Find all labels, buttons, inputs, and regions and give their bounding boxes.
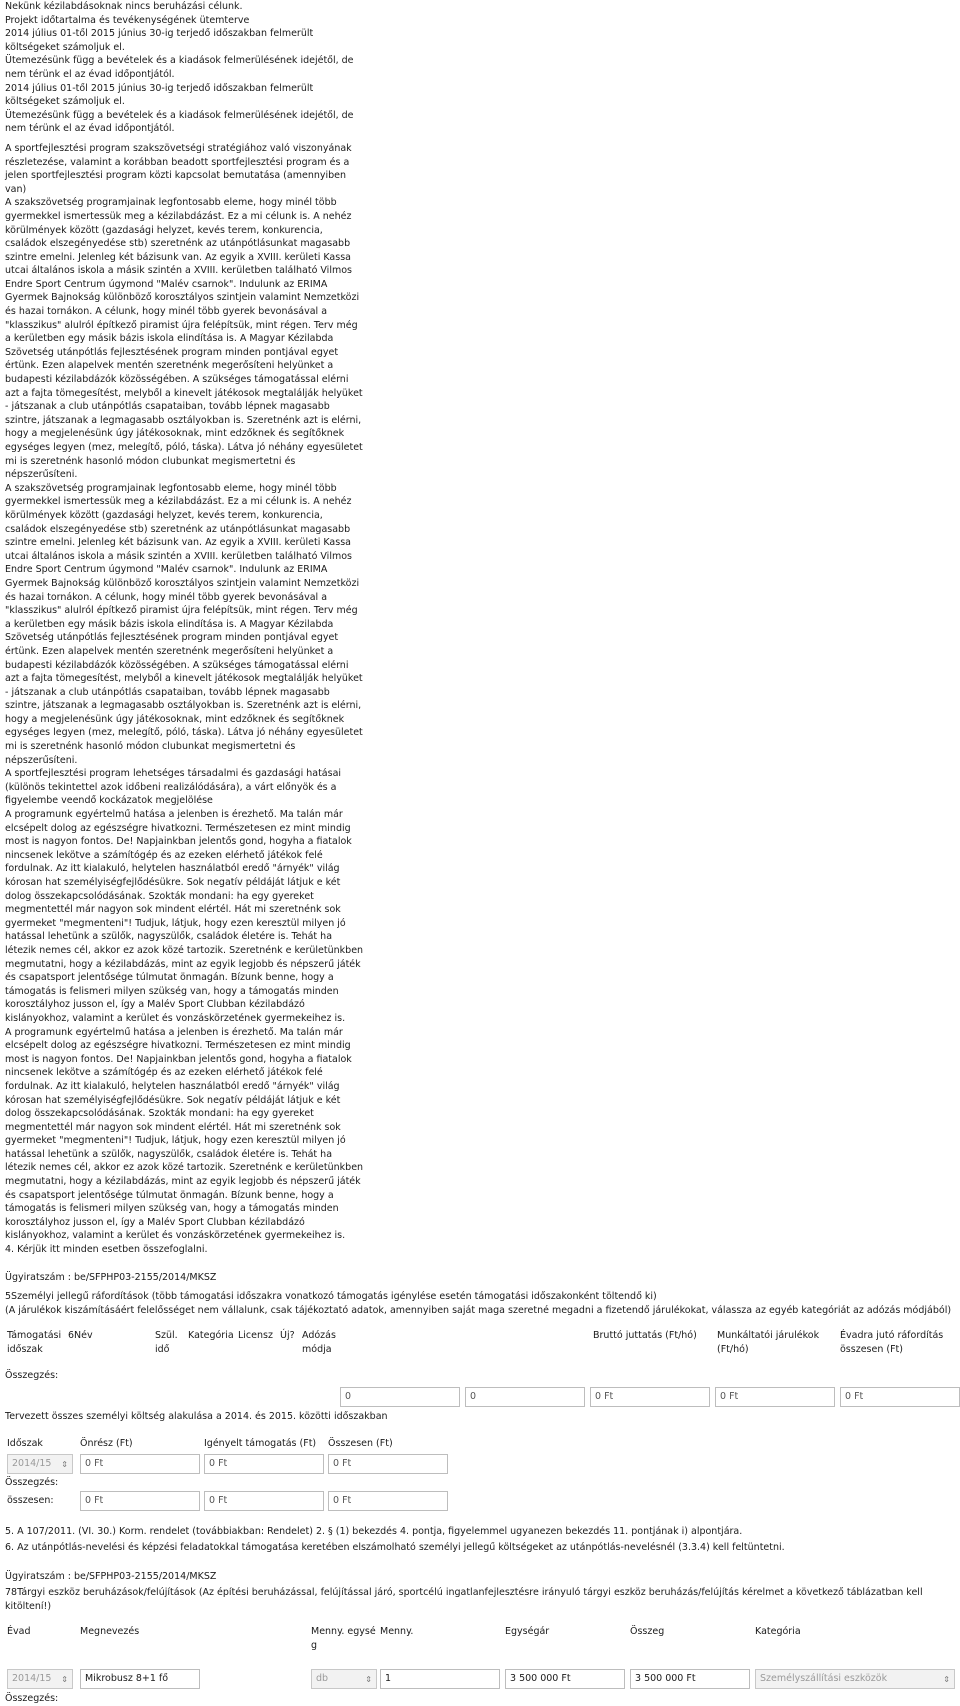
col-employer: Munkáltatói járulékok (Ft/hó) bbox=[717, 1330, 820, 1355]
paragraph: A szakszövetség programjainak legfontosabb eleme, hogy minél több gyermekkel ismertessük meg a kézilabdázást. Ez a mi célunk is. A nehéz körülmények között (gazdasági helyzet, kevés terem, konkurencia, családok elszegényedése stb) szeretnénk az utánpótlásunkat magasabb szintre emelni. Jelenleg két bázisunk van. Az egyik a XVIII. kerületi Kassa utcai általános iskola a másik szintén a XVIII. kerületben található Vilmos Endre Sport Centrum úgymond "Malév csarnok". Indulunk az ERIMA Gyermek Bajnokság különböző korosztályos szintjein valamint Nemzetközi és hazai tornákon. A célunk, hogy minél több gyerek bevonásával a "klasszikus" alulról építkező piramist újra felépítsük, mint régen. Terv még a kerületben egy másik bázis iskola elindítása is. A Magyar Kézilabda Szövetség utánpótlás fejlesztésének program minden pontjával egyet értünk. Ezen alapelvek mentén szeretnénk megerősíteni helyünket a budapesti kézilabdázók közösségében. A szükséges támogatással elérni azt a fajta tömegesítést, melyből a kinevelt játékosok megtalálják helyüket - játszanak a club utánpótlás csapataiban, tovább lépnek magasabb szintre, játszanak a legmagasabb osztályokban is. Szeretnénk azt is elérni, hogy a megjelenésünk úgy játékosoknak, mint edzőknek és segítőknek egységes legyen (mez, melegítő, póló, táska). Látva jó néhány egyesületet mi is szeretnénk hasonló módon clubunkat megismertetni és népszerűsíteni. bbox=[5, 197, 363, 481]
col-sum: Összeg bbox=[630, 1626, 665, 1638]
col-name: Megnevezés bbox=[80, 1626, 140, 1638]
asset-name-field[interactable]: Mikrobusz 8+1 fő bbox=[80, 1669, 200, 1689]
own-total-field[interactable]: 0 Ft bbox=[80, 1491, 200, 1511]
totals-row bbox=[5, 1491, 955, 1511]
sum-field[interactable]: 0 bbox=[465, 1387, 585, 1407]
sum-label: Összegzés: bbox=[5, 1476, 59, 1488]
chevron-updown-icon: ⇕ bbox=[61, 1459, 68, 1469]
sum-field[interactable]: 0 Ft bbox=[715, 1387, 835, 1407]
col-tax: Adózás módja bbox=[302, 1330, 336, 1355]
category-select[interactable] bbox=[755, 1669, 955, 1689]
paragraph: A sportfejlesztési program szakszövetségi stratégiához való viszonyának részletezése, valamint a korábban beadott sportfejlesztési program és a jelen sportfejlesztési program közti kapcsolat bemutatása (amennyiben van) bbox=[5, 142, 352, 195]
paragraph: Ütemezésünk függ a bevételek és a kiadások felmerülésének idejétől, de nem térünk el az évad időpontjától. bbox=[5, 55, 354, 80]
sum-row bbox=[5, 1387, 955, 1407]
unit-select[interactable] bbox=[311, 1669, 377, 1689]
intro-block bbox=[5, 0, 365, 1257]
col-license: Licensz bbox=[238, 1330, 273, 1342]
paragraph: 2014 július 01-től 2015 június 30-ig terjedő időszakban felmerült költségeket számoljuk el. bbox=[5, 82, 314, 108]
sum-field[interactable]: 3 500 000 Ft bbox=[630, 1669, 750, 1689]
total-total-field[interactable]: 0 Ft bbox=[328, 1491, 448, 1511]
assets-table-header bbox=[5, 1625, 955, 1655]
footnote: 5. A 107/2011. (VI. 30.) Korm. rendelet (továbbiakban: Rendelet) 2. § (1) bekezdés 4. pontja, figyelemmel ugyanezen bekezdés 11. pontjának i) alpontjára. bbox=[5, 1526, 743, 1538]
footnote: 6. Az utánpótlás-nevelési és képzési feladatokkal támogatása keretében elszámolható személyi jellegű költségeket az utánpótlás-nevelésnél (3.3.4) kell feltüntetni. bbox=[5, 1541, 785, 1553]
col-period: Támogatási időszak bbox=[7, 1330, 62, 1355]
unit-price-field[interactable]: 3 500 000 Ft bbox=[505, 1669, 625, 1689]
section-note: (A járulékok kiszámításáért felelősséget nem vállalunk, csak tájékoztató adatok, amennyiben saját maga szeretné megadni a fizetendő járulékokat, válassza az egyéb kategóriát az adózás módjából) bbox=[5, 1304, 952, 1316]
own-field[interactable]: 0 Ft bbox=[80, 1454, 200, 1474]
category-value: Személyszállítási eszközök bbox=[760, 1673, 888, 1685]
col-qty: Menny. bbox=[380, 1626, 414, 1638]
col-name: 6Név bbox=[68, 1330, 93, 1342]
sum-label: Összegzés: bbox=[5, 1693, 59, 1705]
col-unit: Menny. egysé g bbox=[311, 1626, 376, 1651]
col-new: Új? bbox=[280, 1330, 295, 1342]
paragraph: Ütemezésünk függ a bevételek és a kiadások felmerülésének idejétől, de nem térünk el az évad időpontjától. bbox=[5, 109, 354, 135]
col-own: Önrész (Ft) bbox=[80, 1437, 133, 1449]
period-value: 2014/15 bbox=[12, 1457, 52, 1469]
case-number: Ügyiratszám : be/SFPHP03-2155/2014/MKSZ bbox=[5, 1271, 217, 1283]
col-gross: Bruttó juttatás (Ft/hó) bbox=[593, 1330, 697, 1342]
paragraph: A programunk egyértelmű hatása a jelenben is érezhető. Ma talán már elcsépelt dolog az egészségre hivatkozni. Természetesen ez mint mindig most is nagyon fontos. De! Napjainkban jelentős gond, hogyha a fiatalok nincsenek lekötve a számítógép és az ezeken elérhető játékok felé fordulnak. Az itt kialakuló, helytelen használatból eredő "árnyék" világ kórosan hat személyiségfejlődésükre. Sok negatív példáját látjuk e két dolog összekapcsolódásának. Szokták mondani: ha egy gyereket megmentettél már nagyon sok mindent elértél. Hát mi szeretnénk sok gyermeket "megmenteni"! Tudjuk, látjuk, hogy ezen keresztül milyen jó hatással lehetünk a szülők, nagyszülők, családok életére is. Tehát ha létezik nemes cél, akkor ez azok közé tartozik. Szeretnénk e kerületünkben megmutatni, hogy a kézilabdázás, mint az egyik legjobb és népszerű játék és csapatsport jelentősége túlmutat önmagán. Bízunk benne, hogy a támogatás is felismeri milyen szükség van, hogy a támogatás minden korosztályhoz jusson el, így a Malév Sport Clubban kézilabdázó kislányokhoz, valamint a kerület és vonzáskörzetének gyermekeihez is. bbox=[5, 1026, 364, 1242]
sum-label: Összegzés: bbox=[5, 1370, 59, 1382]
requested-field[interactable]: 0 Ft bbox=[204, 1454, 324, 1474]
col-unit-price: Egységár bbox=[505, 1626, 550, 1638]
season-value: 2014/15 bbox=[12, 1673, 52, 1685]
chevron-updown-icon: ⇕ bbox=[61, 1675, 68, 1685]
col-requested: Igényelt támogatás (Ft) bbox=[204, 1437, 317, 1449]
unit-value: db bbox=[316, 1673, 329, 1685]
paragraph: 2014 július 01-től 2015 június 30-ig terjedő időszakban felmerült költségeket számoljuk el. bbox=[5, 28, 314, 53]
section-assets bbox=[5, 1570, 955, 1705]
sum-field[interactable]: 0 Ft bbox=[840, 1387, 960, 1407]
chevron-updown-icon: ⇕ bbox=[943, 1675, 950, 1685]
col-category: Kategória bbox=[755, 1626, 801, 1638]
section-personal-costs bbox=[5, 1271, 955, 1555]
col-category: Kategória bbox=[188, 1330, 234, 1342]
total-label: összesen: bbox=[7, 1495, 54, 1507]
col-total: Összesen (Ft) bbox=[328, 1437, 393, 1449]
paragraph: A sportfejlesztési program lehetséges társadalmi és gazdasági hatásai (különös tekintettel azok időbeni realizálódására), a várt előnyök és a figyelembe veendő kockázatok megjelölése bbox=[5, 768, 342, 807]
personal-table-header bbox=[5, 1329, 955, 1361]
sum-field[interactable]: 0 Ft bbox=[590, 1387, 710, 1407]
col-period: Időszak bbox=[7, 1437, 43, 1449]
paragraph: A szakszövetség programjainak legfontosabb eleme, hogy minél több gyermekkel ismertessük meg a kézilabdázást. Ez a mi célunk is. A nehéz körülmények között (gazdasági helyzet, kevés terem, konkurencia, családok elszegényedése stb) szeretnénk az utánpótlásunkat magasabb szintre emelni. Jelenleg két bázisunk van. Az egyik a XVIII. kerületi Kassa utcai általános iskola a másik szintén a XVIII. kerületben található Vilmos Endre Sport Centrum úgymond "Malév csarnok". Indulunk az ERIMA Gyermek Bajnokság különböző korosztályos szintjein valamint Nemzetközi és hazai tornákon. A célunk, hogy minél több gyerek bevonásával a "klasszikus" alulról építkező piramist újra felépítsük, mint régen. Terv még a kerületben egy másik bázis iskola elindítása is. A Magyar Kézilabda Szövetség utánpótlás fejlesztésének program minden pontjával egyet értünk. Ezen alapelvek mentén szeretnénk megerősíteni helyünket a budapesti kézilabdázók közösségében. A szükséges támogatással elérni azt a fajta tömegesítést, melyből a kinevelt játékosok megtalálják helyüket - játszanak a club utánpótlás csapataiban, tovább lépnek magasabb szintre, játszanak a legmagasabb osztályokban is. Szeretnénk azt is elérni, hogy a megjelenésünk úgy játékosoknak, mint edzőknek és segítőknek egységes legyen (mez, melegítő, póló, táska). Látva jó néhány egyesületet mi is szeretnénk hasonló módon clubunkat megismertetni és népszerűsíteni. bbox=[5, 482, 363, 766]
qty-field[interactable]: 1 bbox=[380, 1669, 500, 1689]
paragraph: 4. Kérjük itt minden esetben összefoglalni. bbox=[5, 1244, 208, 1256]
season-select[interactable] bbox=[7, 1669, 73, 1689]
paragraph: Projekt időtartalma és tevékenységének ütemterve bbox=[5, 14, 250, 26]
col-born: Szül. idő bbox=[155, 1330, 178, 1355]
period-table-header bbox=[5, 1437, 955, 1451]
chevron-updown-icon: ⇕ bbox=[365, 1675, 372, 1685]
sum-field[interactable]: 0 bbox=[340, 1387, 460, 1407]
section-heading: 78Tárgyi eszköz beruházások/felújítások (Az építési beruházással, felújítással járó, sportcélú ingatlanfejlesztésre irányuló tárgyi eszköz beruházás/felújítás kérelmet a következő táblázatban kell kitöltení!) bbox=[5, 1586, 923, 1612]
paragraph: A programunk egyértelmű hatása a jelenben is érezhető. Ma talán már elcsépelt dolog az egészségre hivatkozni. Természetesen ez mint mindig most is nagyon fontos. De! Napjainkban jelentős gond, hogyha a fiatalok nincsenek lekötve a számítógép és az ezeken elérhető játékok felé fordulnak. Az itt kialakuló, helytelen használatból eredő "árnyék" világ kórosan hat személyiségfejlődésükre. Sok negatív példáját látjuk e két dolog összekapcsolódásának. Szokták mondani: ha egy gyereket megmentettél már nagyon sok mindent elértél. Hát mi szeretnénk sok gyermeket "megmenteni"! Tudjuk, látjuk, hogy ezen keresztül milyen jó hatással lehetünk a szülők, nagyszülők, családok életére is. Tehát ha létezik nemes cél, akkor ez azok közé tartozik. Szeretnénk e kerületünkben megmutatni, hogy a kézilabdázás, mint az egyik legjobb és népszerű játék és csapatsport jelentősége túlmutat önmagán. Bízunk benne, hogy a támogatás is felismeri milyen szükség van, hogy a támogatás minden korosztályhoz jusson el, így a Malév Sport Clubban kézilabdázó kislányokhoz, valamint a kerület és vonzáskörzetének gyermekeihez is. bbox=[5, 809, 364, 1024]
requested-total-field[interactable]: 0 Ft bbox=[204, 1491, 324, 1511]
paragraph: Nekünk kézilabdásoknak nincs beruházási célunk. bbox=[5, 1, 243, 12]
period-row bbox=[5, 1454, 955, 1474]
total-field[interactable]: 0 Ft bbox=[328, 1454, 448, 1474]
case-number: Ügyiratszám : be/SFPHP03-2155/2014/MKSZ bbox=[5, 1571, 217, 1583]
col-annual: Évadra jutó ráfordítás összesen (Ft) bbox=[840, 1330, 944, 1355]
period-select[interactable] bbox=[7, 1454, 73, 1474]
asset-row bbox=[5, 1669, 955, 1689]
planned-costs-label: Tervezett összes személyi költség alakulása a 2014. és 2015. közötti időszakban bbox=[5, 1411, 388, 1422]
section-heading: 5Személyi jellegű ráfordítások (több támogatási időszakra vonatkozó támogatás igénylése esetén támogatási időszakonként töltendő ki) bbox=[5, 1291, 657, 1303]
col-season: Évad bbox=[7, 1626, 31, 1638]
